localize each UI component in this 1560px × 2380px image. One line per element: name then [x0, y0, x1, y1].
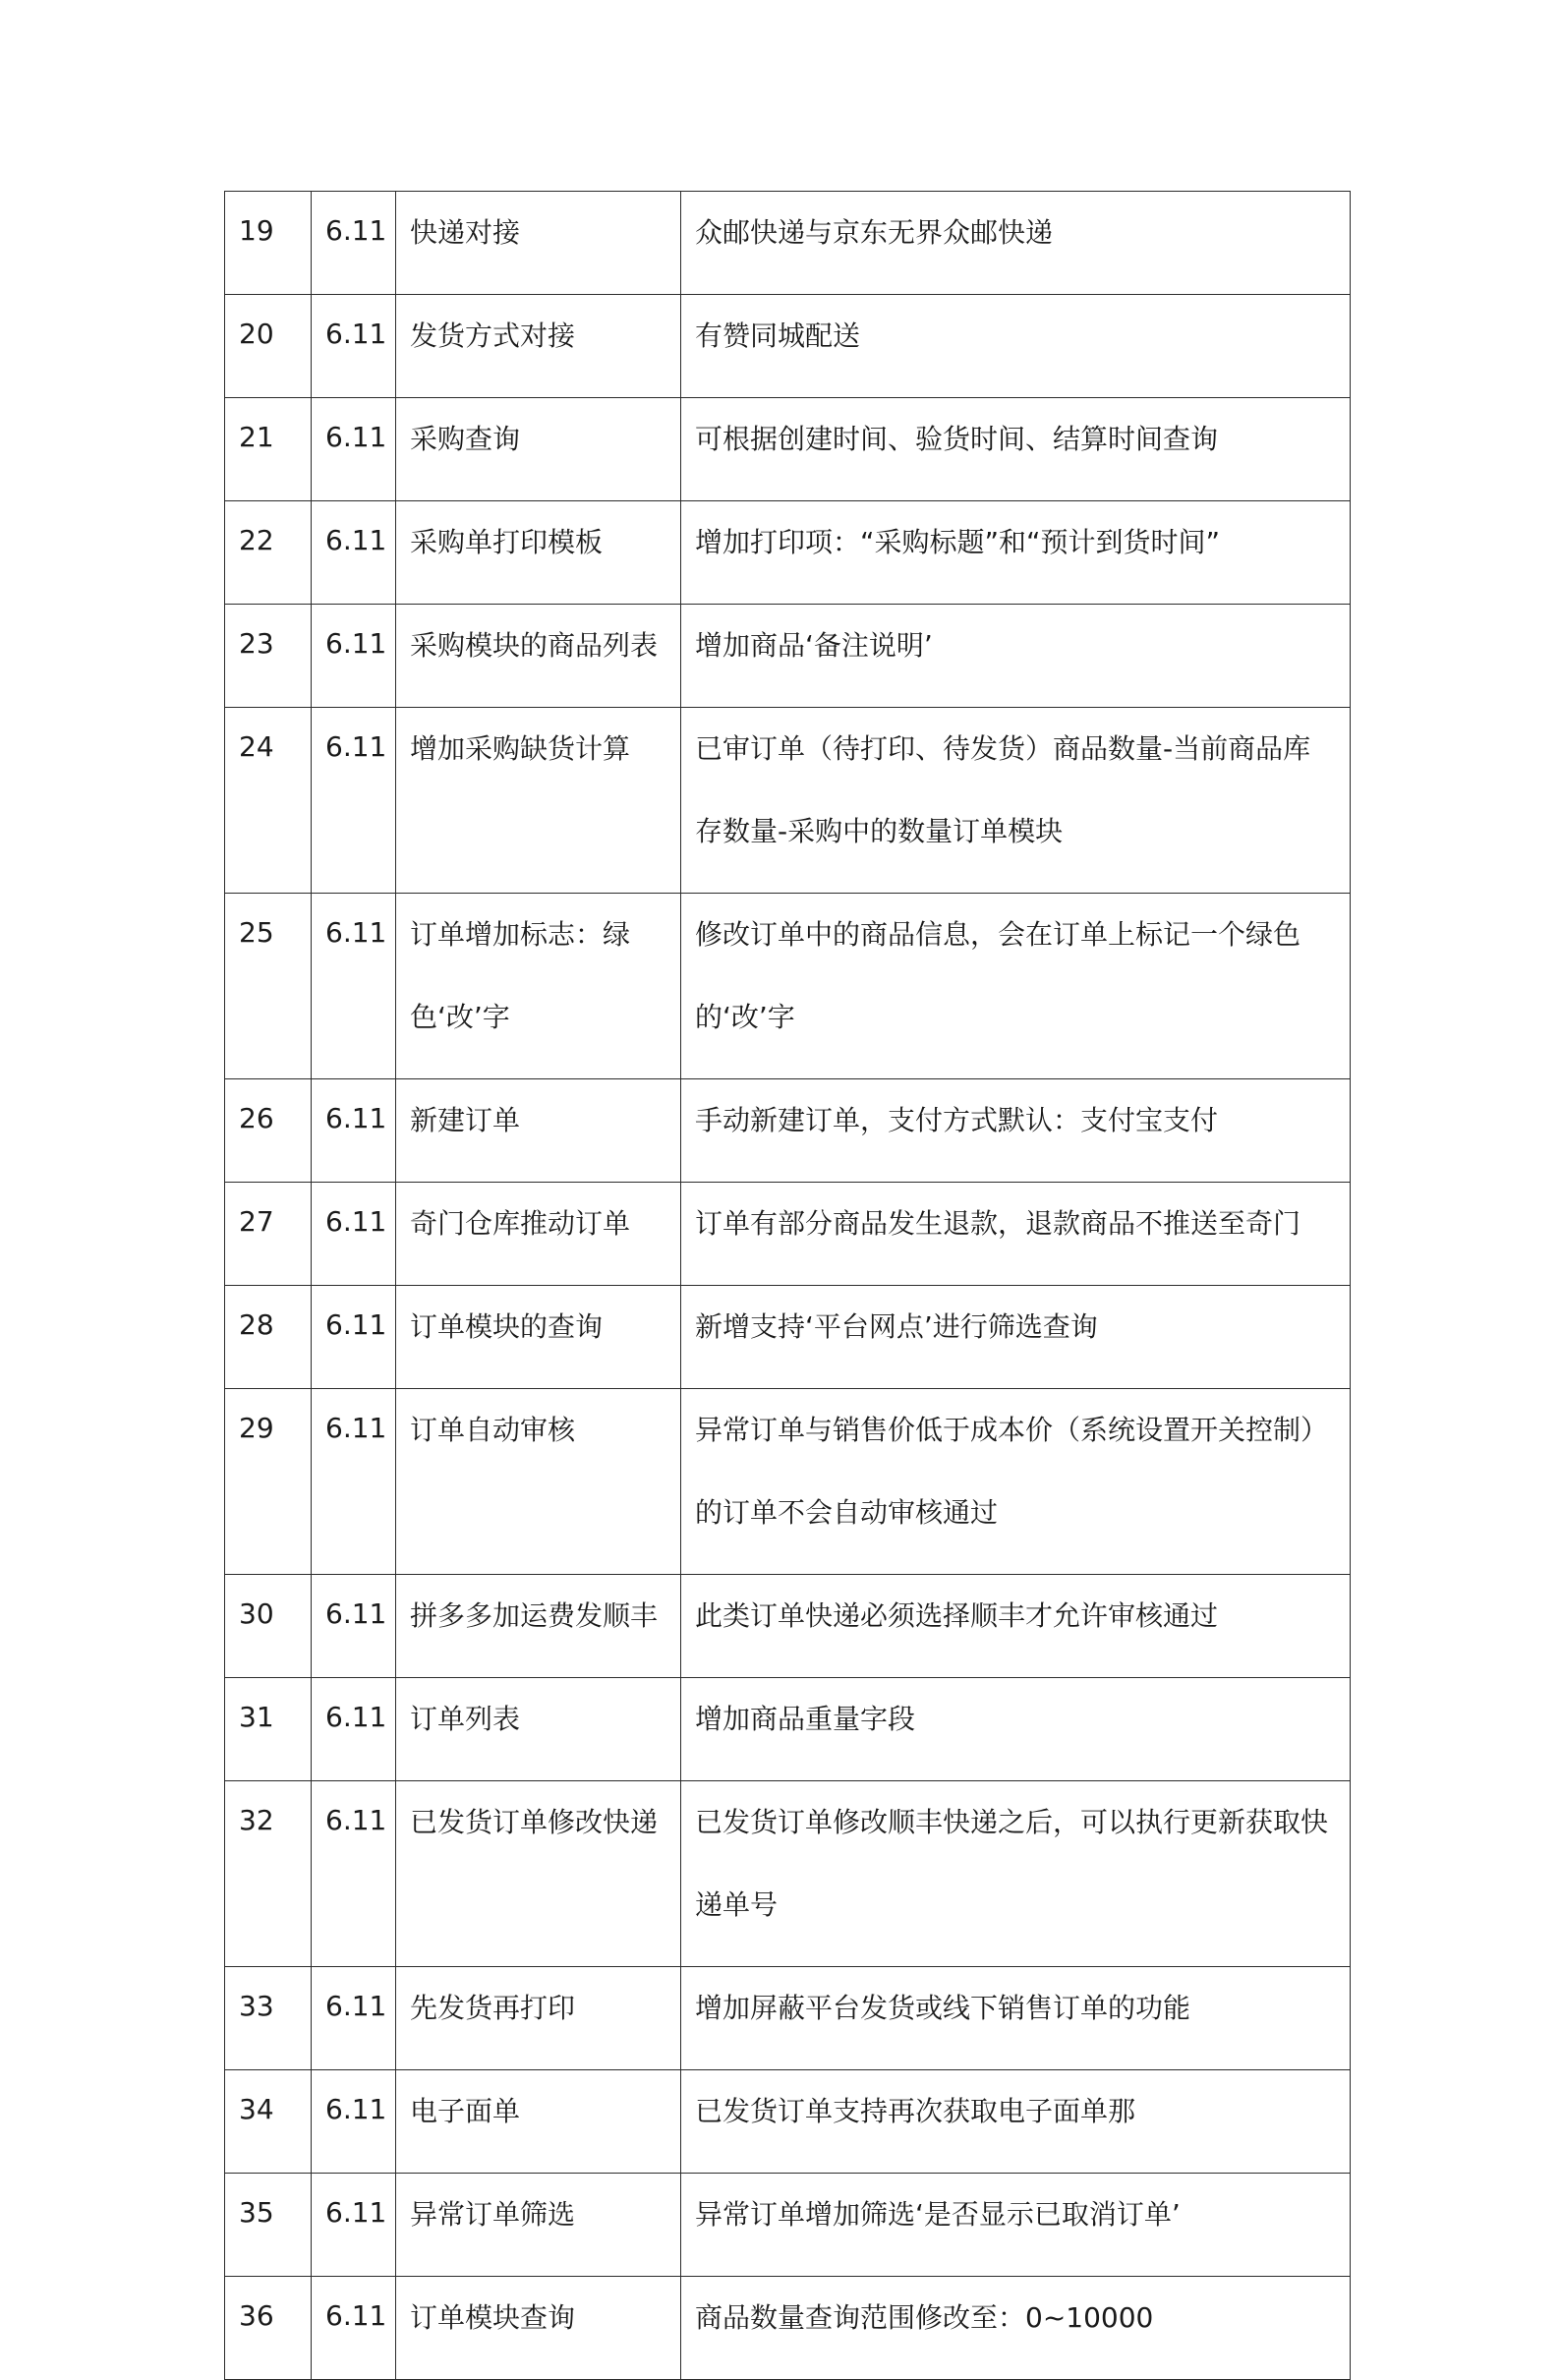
table-row	[225, 398, 1351, 501]
row-number-cell: 28	[225, 1286, 312, 1389]
changelog-table	[224, 191, 1351, 2380]
row-number-cell: 30	[225, 1575, 312, 1678]
table-row	[225, 1575, 1351, 1678]
description-cell: 商品数量查询范围修改至：0~10000	[681, 2277, 1351, 2380]
version-cell: 6.11	[312, 1389, 396, 1575]
version-cell: 6.11	[312, 501, 396, 605]
version-cell: 6.11	[312, 192, 396, 295]
table-row	[225, 1967, 1351, 2070]
description-cell: 异常订单增加筛选‘是否显示已取消订单’	[681, 2174, 1351, 2277]
description-cell: 已发货订单支持再次获取电子面单那	[681, 2070, 1351, 2174]
version-cell: 6.11	[312, 1781, 396, 1967]
row-number-cell: 21	[225, 398, 312, 501]
version-cell: 6.11	[312, 894, 396, 1079]
row-number-cell: 35	[225, 2174, 312, 2277]
changelog-table-body	[225, 192, 1351, 2380]
row-number-cell: 29	[225, 1389, 312, 1575]
feature-cell: 订单增加标志：绿色‘改’字	[396, 894, 681, 1079]
feature-cell: 已发货订单修改快递	[396, 1781, 681, 1967]
description-cell: 增加商品重量字段	[681, 1678, 1351, 1781]
description-cell: 增加打印项：“采购标题”和“预计到货时间”	[681, 501, 1351, 605]
feature-cell: 奇门仓库推动订单	[396, 1183, 681, 1286]
table-row	[225, 708, 1351, 894]
description-cell: 众邮快递与京东无界众邮快递	[681, 192, 1351, 295]
feature-cell: 增加采购缺货计算	[396, 708, 681, 894]
table-row	[225, 192, 1351, 295]
row-number-cell: 19	[225, 192, 312, 295]
table-row	[225, 2277, 1351, 2380]
table-row	[225, 1286, 1351, 1389]
version-cell: 6.11	[312, 1286, 396, 1389]
row-number-cell: 22	[225, 501, 312, 605]
row-number-cell: 23	[225, 605, 312, 708]
row-number-cell: 26	[225, 1079, 312, 1183]
row-number-cell: 24	[225, 708, 312, 894]
row-number-cell: 36	[225, 2277, 312, 2380]
table-row	[225, 295, 1351, 398]
version-cell: 6.11	[312, 295, 396, 398]
version-cell: 6.11	[312, 2174, 396, 2277]
row-number-cell: 34	[225, 2070, 312, 2174]
feature-cell: 发货方式对接	[396, 295, 681, 398]
feature-cell: 采购模块的商品列表	[396, 605, 681, 708]
row-number-cell: 33	[225, 1967, 312, 2070]
table-row	[225, 1079, 1351, 1183]
version-cell: 6.11	[312, 605, 396, 708]
table-row	[225, 501, 1351, 605]
table-row	[225, 605, 1351, 708]
row-number-cell: 20	[225, 295, 312, 398]
row-number-cell: 32	[225, 1781, 312, 1967]
table-row	[225, 894, 1351, 1079]
feature-cell: 采购单打印模板	[396, 501, 681, 605]
feature-cell: 快递对接	[396, 192, 681, 295]
feature-cell: 异常订单筛选	[396, 2174, 681, 2277]
description-cell: 已发货订单修改顺丰快递之后，可以执行更新获取快递单号	[681, 1781, 1351, 1967]
table-row	[225, 1389, 1351, 1575]
description-cell: 手动新建订单，支付方式默认：支付宝支付	[681, 1079, 1351, 1183]
feature-cell: 拼多多加运费发顺丰	[396, 1575, 681, 1678]
description-cell: 已审订单（待打印、待发货）商品数量-当前商品库存数量-采购中的数量订单模块	[681, 708, 1351, 894]
table-row	[225, 2070, 1351, 2174]
feature-cell: 订单列表	[396, 1678, 681, 1781]
table-row	[225, 2174, 1351, 2277]
feature-cell: 新建订单	[396, 1079, 681, 1183]
description-cell: 可根据创建时间、验货时间、结算时间查询	[681, 398, 1351, 501]
version-cell: 6.11	[312, 1183, 396, 1286]
description-cell: 异常订单与销售价低于成本价（系统设置开关控制）的订单不会自动审核通过	[681, 1389, 1351, 1575]
feature-cell: 电子面单	[396, 2070, 681, 2174]
feature-cell: 先发货再打印	[396, 1967, 681, 2070]
version-cell: 6.11	[312, 1967, 396, 2070]
feature-cell: 采购查询	[396, 398, 681, 501]
description-cell: 新增支持‘平台网点’进行筛选查询	[681, 1286, 1351, 1389]
feature-cell: 订单模块的查询	[396, 1286, 681, 1389]
description-cell: 订单有部分商品发生退款，退款商品不推送至奇门	[681, 1183, 1351, 1286]
version-cell: 6.11	[312, 2277, 396, 2380]
description-cell: 增加商品‘备注说明’	[681, 605, 1351, 708]
version-cell: 6.11	[312, 398, 396, 501]
row-number-cell: 31	[225, 1678, 312, 1781]
row-number-cell: 27	[225, 1183, 312, 1286]
table-row	[225, 1183, 1351, 1286]
description-cell: 有赞同城配送	[681, 295, 1351, 398]
version-cell: 6.11	[312, 1678, 396, 1781]
version-cell: 6.11	[312, 1575, 396, 1678]
table-row	[225, 1781, 1351, 1967]
description-cell: 增加屏蔽平台发货或线下销售订单的功能	[681, 1967, 1351, 2070]
description-cell: 此类订单快递必须选择顺丰才允许审核通过	[681, 1575, 1351, 1678]
version-cell: 6.11	[312, 1079, 396, 1183]
table-row	[225, 1678, 1351, 1781]
version-cell: 6.11	[312, 2070, 396, 2174]
description-cell: 修改订单中的商品信息，会在订单上标记一个绿色的‘改’字	[681, 894, 1351, 1079]
version-cell: 6.11	[312, 708, 396, 894]
feature-cell: 订单自动审核	[396, 1389, 681, 1575]
feature-cell: 订单模块查询	[396, 2277, 681, 2380]
row-number-cell: 25	[225, 894, 312, 1079]
